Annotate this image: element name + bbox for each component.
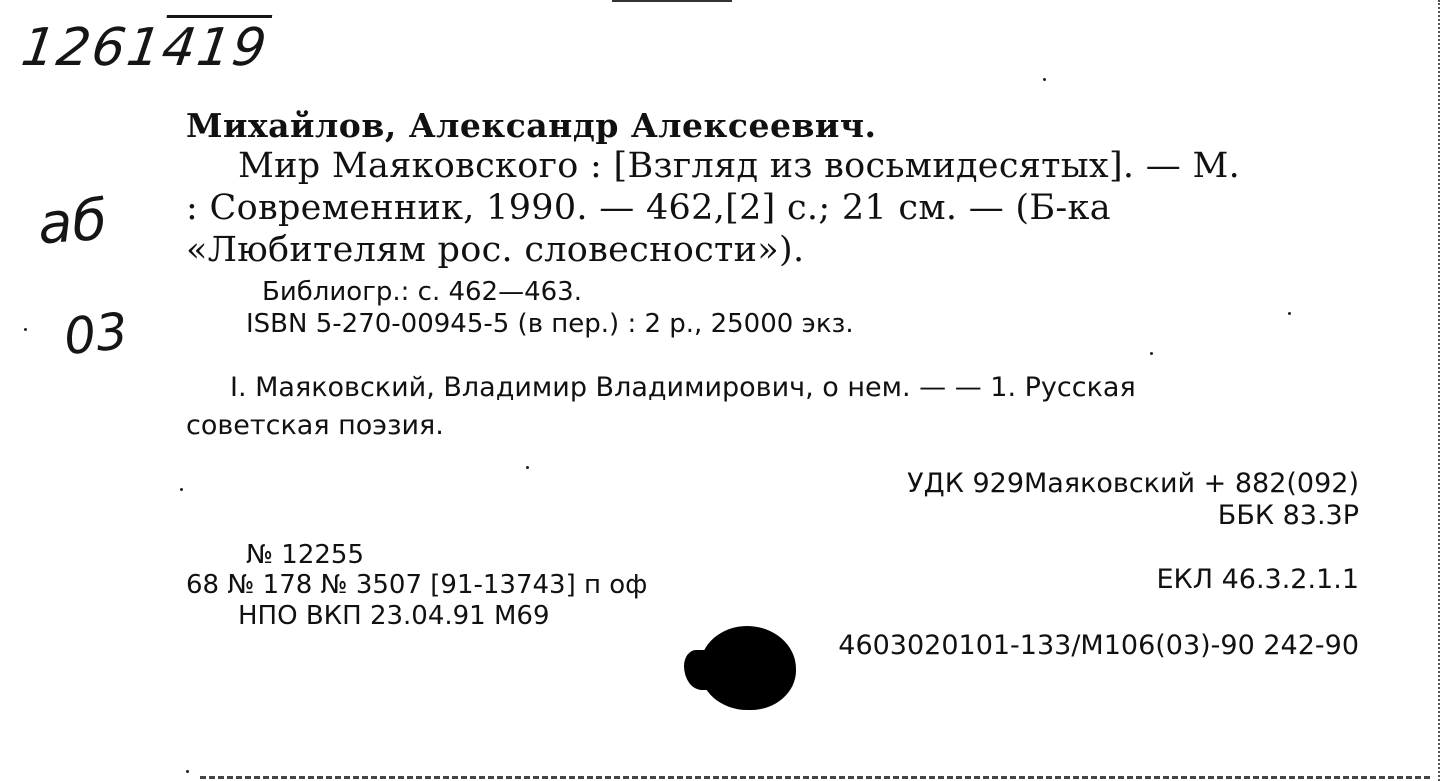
udk-classification: УДК 929Маяковский + 882(092) [907,468,1359,499]
order-number: № 12255 [246,540,365,570]
ink-speck [186,770,189,773]
title-line-1: Мир Маяковского : [Взгляд из восьмидесятых]. — М. [238,146,1241,186]
bbk-classification: ББК 83.3Р [1217,500,1359,531]
isbn-line: ISBN 5-270-00945-5 (в пер.) : 2 р., 25000 экз. [246,309,854,339]
bibliography-note: Библиогр.: с. 462—463. [262,277,582,307]
handwritten-inventory-number [18,18,272,78]
ink-speck [24,328,27,331]
inventory-main: 1261 [17,18,167,78]
ink-speck [180,488,183,491]
ink-blot [700,626,796,710]
ink-speck [526,466,529,469]
ink-speck [1150,352,1153,355]
handwritten-mark-03: 03 [61,301,131,367]
print-numbers: 68 № 178 № 3507 [91-13743] п оф [186,570,648,600]
printer-line: НПО ВКП 23.04.91 М69 [238,601,550,631]
author-heading: Михайлов, Александр Алексеевич. [186,106,877,145]
ink-speck [1288,312,1291,315]
inventory-fraction: 419 [158,18,272,78]
subject-line-2: советская поэзия. [186,410,444,441]
title-line-3: «Любителям рос. словесности»). [186,230,805,270]
ekl-classification: ЕКЛ 46.3.2.1.1 [1156,564,1359,595]
top-edge-rule [612,0,732,2]
card-right-edge [1438,0,1440,781]
title-line-2: : Современник, 1990. — 462,[2] с.; 21 см. — (Б-ка [186,188,1111,228]
ink-blot-edge [684,650,714,690]
ink-speck [1043,78,1046,81]
handwritten-mark-ab: аб [35,187,110,258]
catalog-code: 4603020101-133/М106(03)-90 242-90 [838,630,1359,661]
subject-line-1: I. Маяковский, Владимир Владимирович, о нем. — — 1. Русская [230,372,1136,403]
bottom-dashed-rule [200,776,1430,779]
